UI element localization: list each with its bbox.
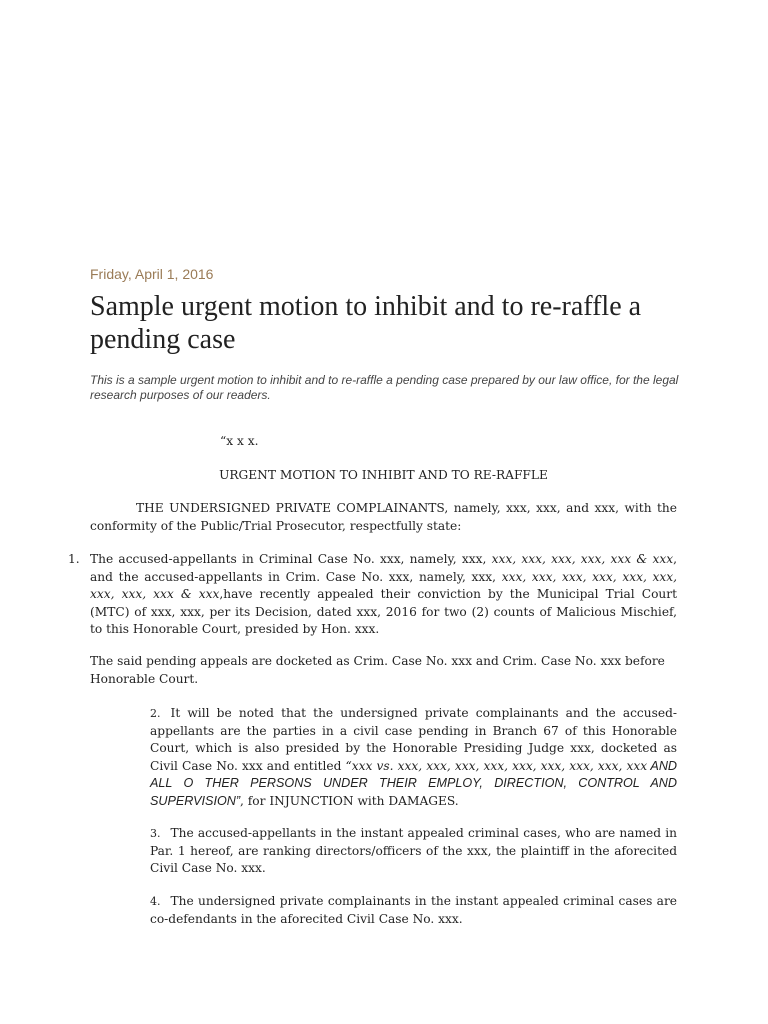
post-date: Friday, April 1, 2016 (90, 266, 214, 282)
p1-text-d: xxx, xxx, xxx, xxx, xxx, xxx, xxx, xxx, xxx & xxx (90, 569, 677, 601)
p2-text-d: , for INJUNCTION with DAMAGES. (240, 793, 459, 808)
p1-text-c: , and the accused-appellants in Crim. Case No. xxx, namely, xxx, (90, 552, 678, 584)
p3-text: The accused-appellants in the instant appealed criminal cases, who are named in Par. 1 hereof, are ranking directors/officers of the xxx, the plaintiff in the aforecited Civil Case No. xxx. (150, 826, 677, 875)
motion-heading: URGENT MOTION TO INHIBIT AND TO RE-RAFFLE (219, 468, 548, 482)
post-intro: This is a sample urgent motion to inhibit and to re-raffle a pending case prepared by our law office, for the legal research purposes of our readers. (90, 373, 679, 402)
p1-text-e: ,have recently appealed their conviction by the Municipal Trial Court (MTC) of xxx, xxx, per its Decision, dated xxx, 2016 for two (2) counts of Malicious Mischief, to this Honorable Court, presided by Hon. xxx. (90, 587, 677, 636)
p1-text-a: The accused-appellants in Criminal Case No. xxx, namely, xxx, (90, 552, 492, 566)
paragraph-3-number: 3. (150, 827, 161, 840)
p2-text-c: AND ALL O THER PERSONS UNDER THEIR EMPLOY, DIRECTION, CONTROL AND SUPERVISION” (150, 758, 678, 808)
p2-text-b: “xxx vs. xxx, xxx, xxx, xxx, xxx, xxx, xxx, xxx, xxx (345, 758, 648, 773)
post-title: Sample urgent motion to inhibit and to re-raffle a pending case (90, 291, 642, 355)
paragraph-4-number: 4. (150, 895, 161, 908)
motion-paragraph-1 (90, 551, 677, 639)
paragraph-1-number: 1. (68, 552, 80, 566)
motion-paragraph-3 (150, 825, 677, 878)
p1-text-b: xxx, xxx, xxx, xxx, xxx & xxx (491, 552, 674, 566)
motion-paragraph-1b: The said pending appeals are docketed as Crim. Case No. xxx and Crim. Case No. xxx before Honorable Court. (90, 654, 665, 686)
motion-paragraph-4 (150, 893, 677, 928)
motion-paragraph-intro: THE UNDERSIGNED PRIVATE COMPLAINANTS, namely, xxx, xxx, and xxx, with the conformity of the Public/Trial Prosecutor, respectfully state: (90, 501, 677, 533)
paragraph-2-number: 2. (150, 707, 161, 720)
motion-paragraph-2 (150, 705, 677, 810)
motion-opening: “x x x. (220, 434, 259, 448)
p4-text: The undersigned private complainants in the instant appealed criminal cases are co-defendants in the aforecited Civil Case No. xxx. (150, 894, 677, 926)
p2-text-a: It will be noted that the undersigned private complainants and the accused-appellants are the parties in a civil case pending in Branch 67 of this Honorable Court, which is also presided by the Honorable Presiding Judge xxx, docketed as Civil Case No. xxx and entitled (150, 706, 677, 773)
